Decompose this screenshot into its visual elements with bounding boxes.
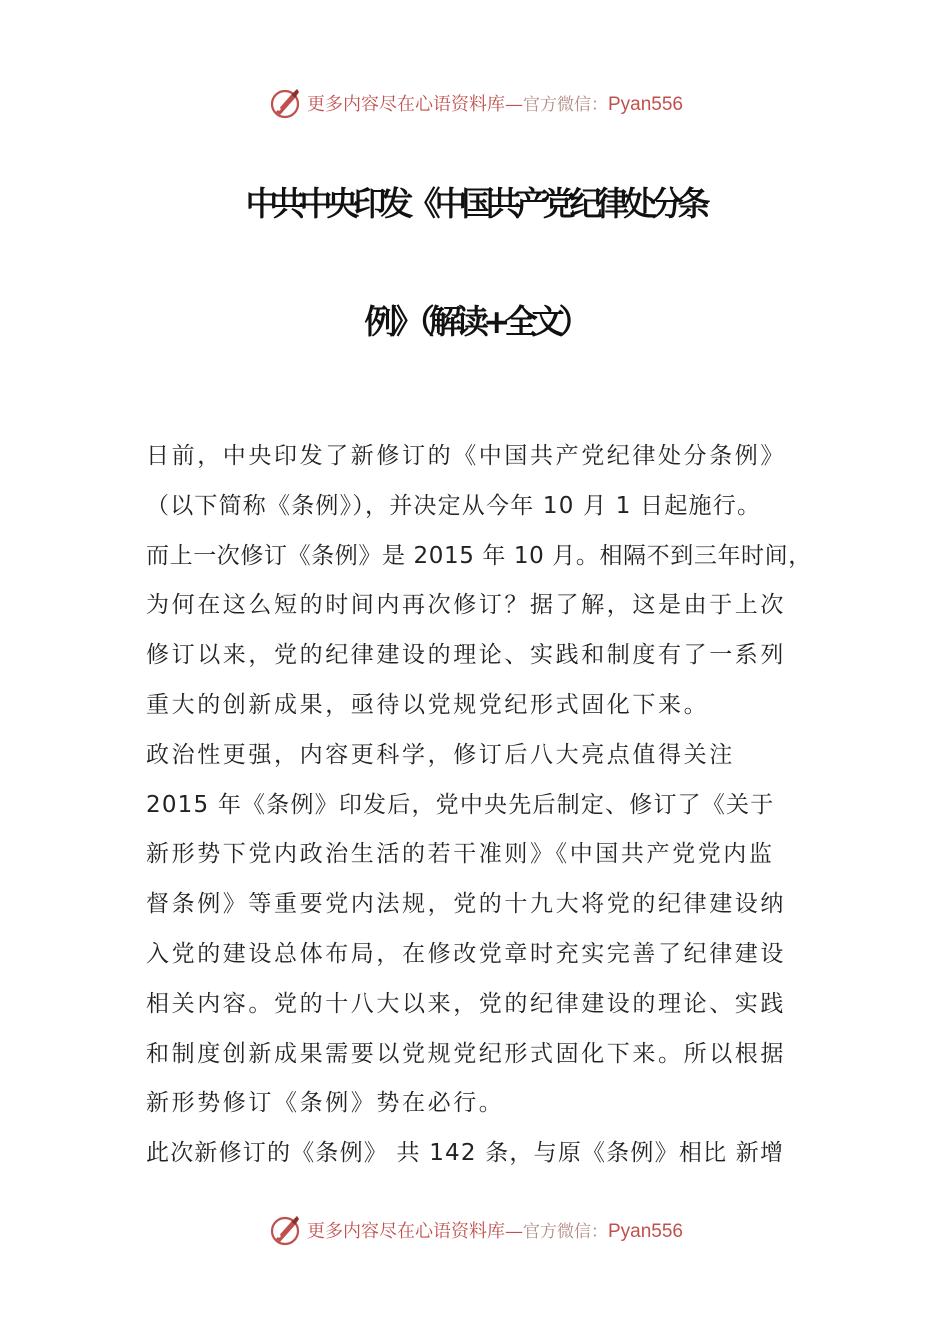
body-line: 重大的创新成果，亟待以党规党纪形式固化下来。 — [146, 691, 710, 718]
watermark-text — [307, 1217, 683, 1243]
watermark-dash: — — [504, 94, 523, 115]
watermark-sub: 官方微信： — [522, 95, 608, 115]
body-line: 新形势修订《条例》势在必行。 — [146, 1090, 505, 1117]
body-line: 督条例》等重要党内法规，党的十九大将党的纪律建设纳 — [146, 891, 786, 918]
document-body — [146, 432, 816, 1179]
body-line: 新形势下党内政治生活的若干准则》《中国共产党党内监 — [146, 841, 775, 868]
watermark-wechat-id: Pyan556 — [607, 94, 683, 115]
body-line: （以下简称《条例》），并决定从今年 10 月 1 日起施行。 — [146, 492, 762, 519]
section-heading: 政治性更强，内容更科学，修订后八大亮点值得关注 — [146, 741, 735, 768]
pen-nib-icon — [267, 85, 303, 121]
body-line: 日前，中央印发了新修订的《中国共产党纪律处分条例》 — [146, 443, 786, 469]
body-line: 相关内容。党的十八大以来，党的纪律建设的理论、实践 — [146, 990, 786, 1017]
watermark-brand: 更多内容尽在心语资料库 — [306, 1221, 505, 1242]
body-line: 为何在这么短的时间内再次修订？据了解，这是由于上次 — [146, 592, 786, 619]
watermark-text — [307, 90, 683, 116]
watermark-dash: — — [504, 1221, 523, 1242]
document-title-line-2: 例》（解读+全文） — [364, 302, 586, 341]
body-line: 修订以来，党的纪律建设的理论、实践和制度有了一系列 — [146, 642, 786, 669]
header-watermark-banner — [0, 81, 950, 125]
body-line: 入党的建设总体布局，在修改党章时充实完善了纪律建设 — [146, 940, 786, 967]
watermark-sub: 官方微信： — [522, 1222, 608, 1242]
document-title-line-1: 中共中央印发《中国共产党纪律处分条 — [245, 184, 705, 223]
footer-watermark-banner — [0, 1208, 950, 1252]
body-line: 2015 年《条例》印发后，党中央先后制定、修订了《关于 — [146, 791, 775, 818]
pen-nib-icon — [267, 1212, 303, 1248]
body-line: 而上一次修订《条例》是 2015 年 10 月。相隔不到三年时间， — [146, 542, 812, 569]
body-line: 和制度创新成果需要以党规党纪形式固化下来。所以根据 — [146, 1040, 786, 1067]
body-line: 此次新修订的《条例》 共 142 条，与原《条例》相比 新增 — [146, 1140, 785, 1167]
watermark-wechat-id: Pyan556 — [607, 1221, 683, 1242]
watermark-brand: 更多内容尽在心语资料库 — [306, 94, 505, 115]
